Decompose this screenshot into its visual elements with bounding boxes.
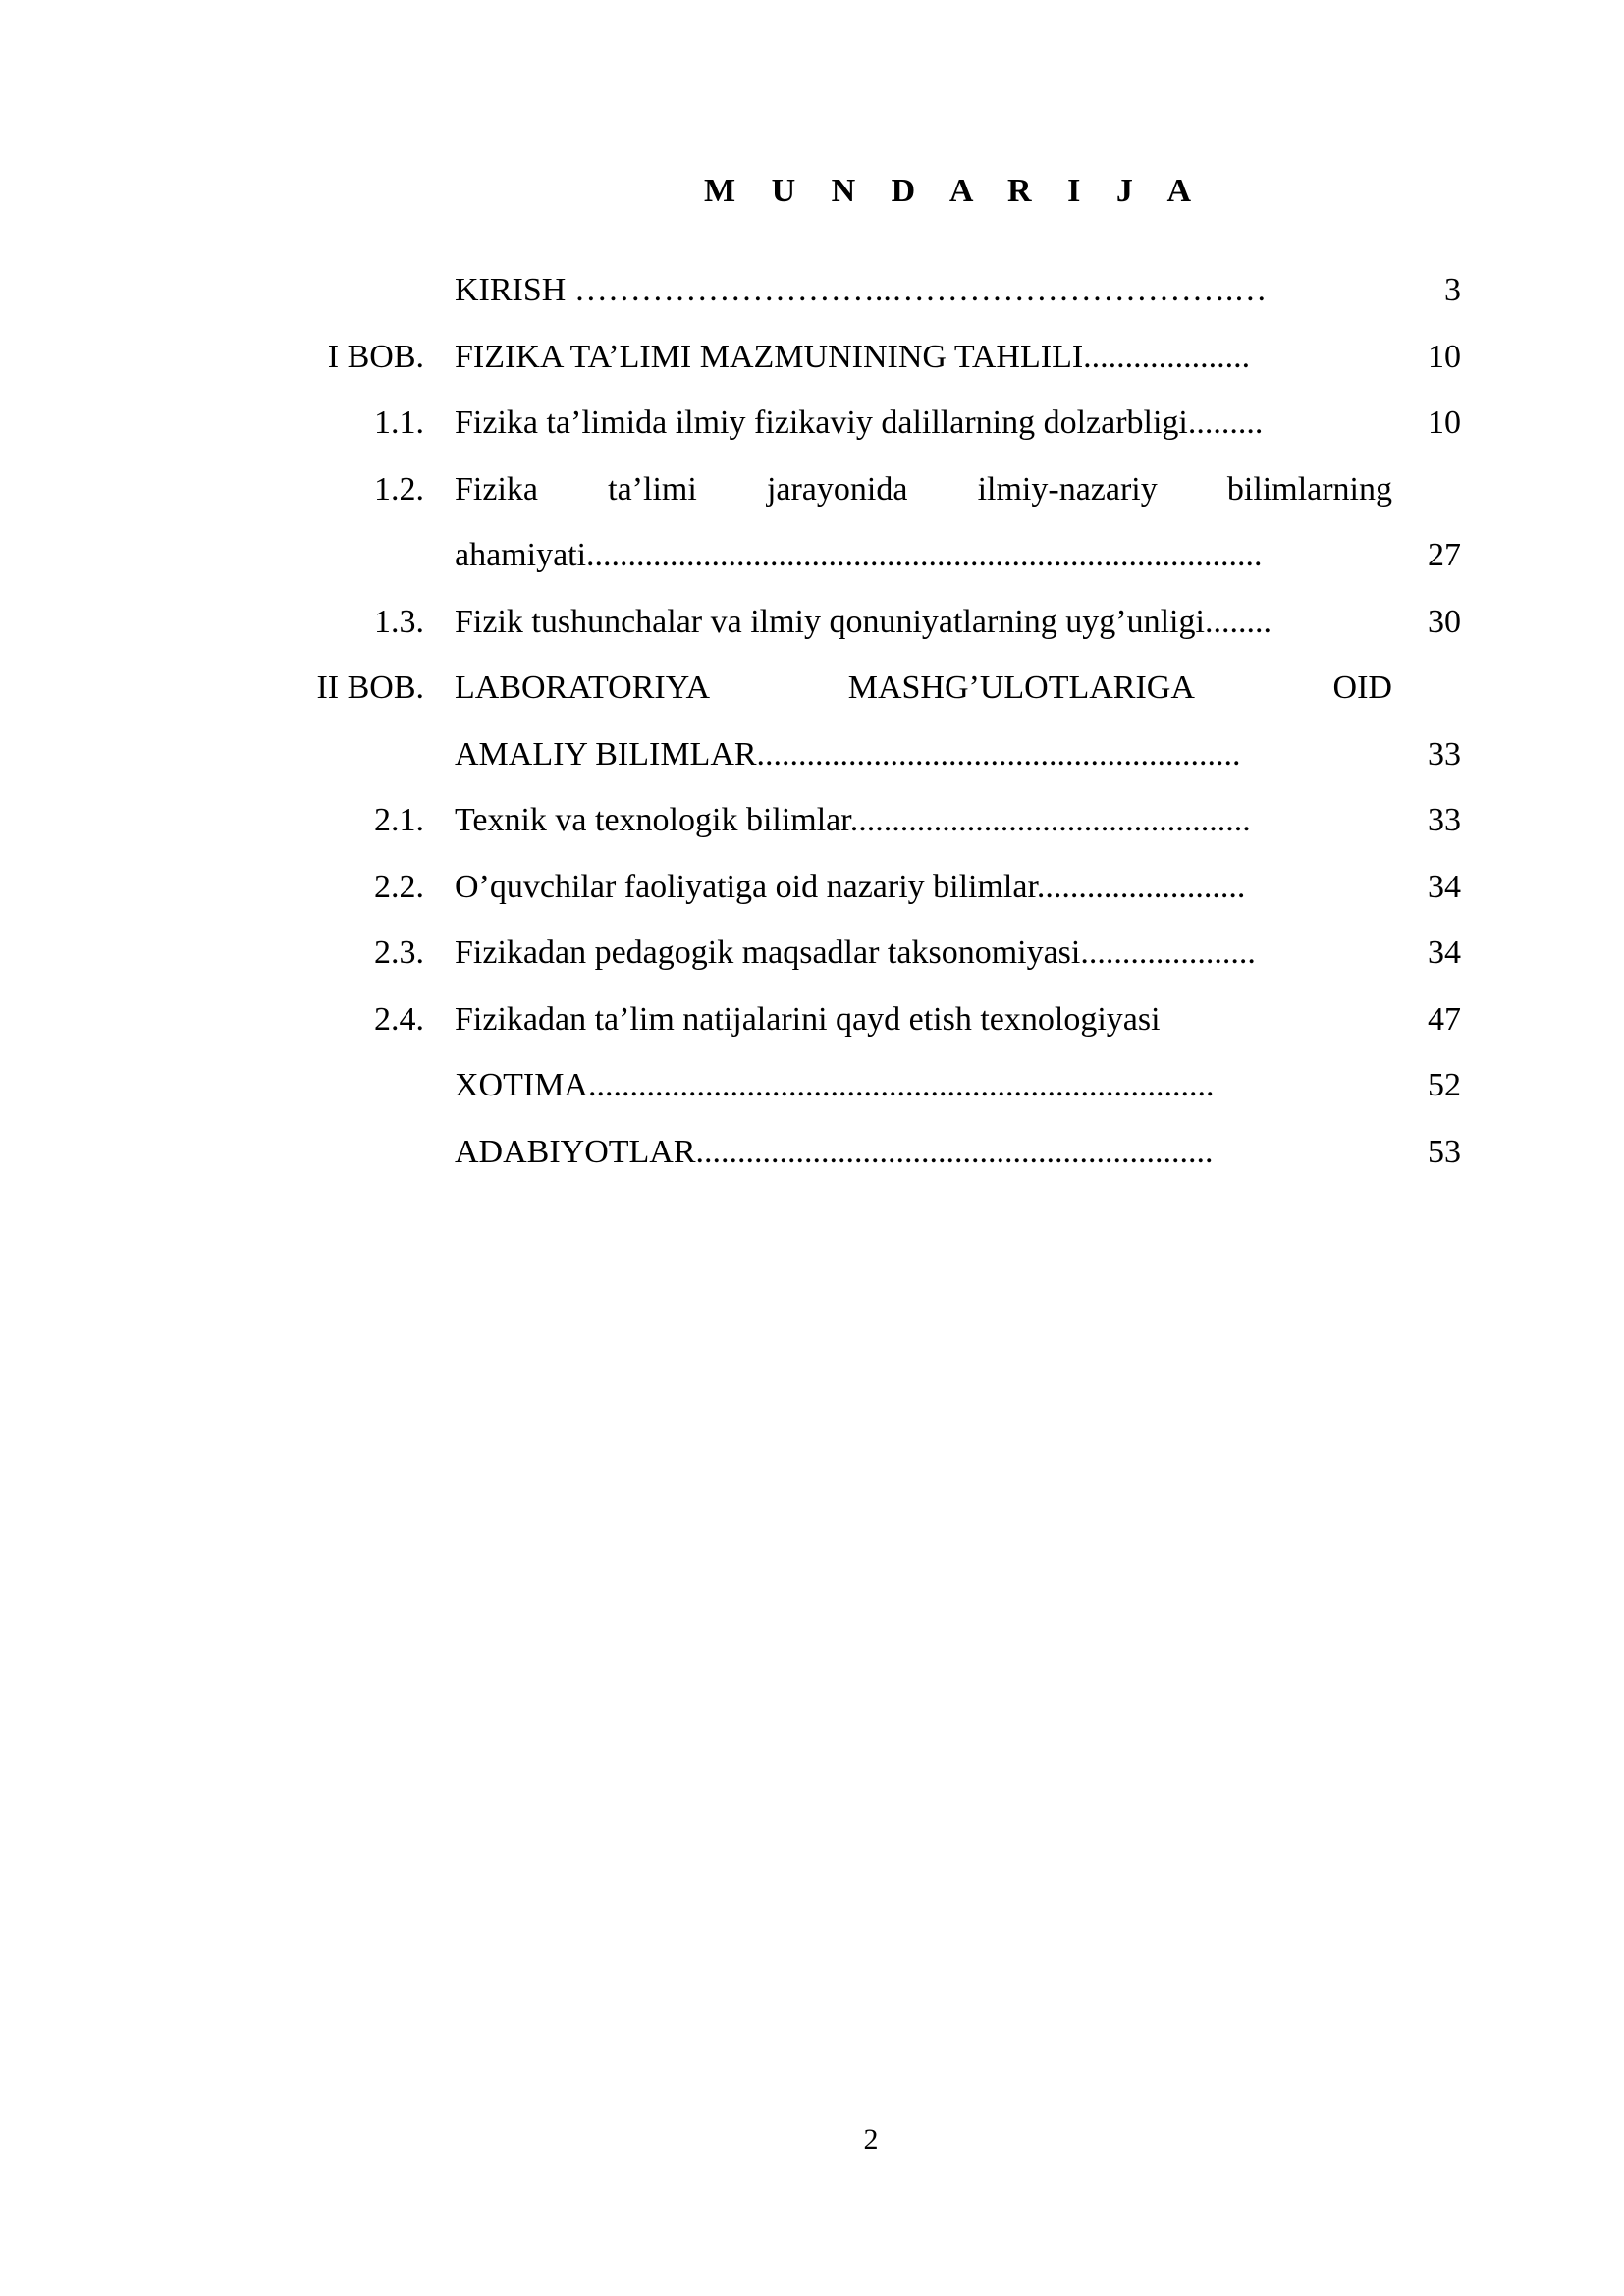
toc-row [275, 1052, 1473, 1119]
toc-entry-title: Fizikadan pedagogik maqsadlar taksonomiyasi..................... [455, 934, 1256, 971]
toc-entry-title: Fizik tushunchalar va ilmiy qonuniyatlarning uyg’unligi........ [455, 603, 1272, 640]
toc-entry-title: O’quvchilar faoliyatiga oid nazariy bilimlar......................... [455, 868, 1246, 905]
toc-entry-title: XOTIMA........................................................................... [455, 1067, 1215, 1103]
toc-entry-number: 2.2. [374, 868, 424, 905]
toc-entry-page: 47 [1428, 1000, 1461, 1038]
toc-entry-number: II BOB. [316, 669, 424, 706]
toc-row [275, 390, 1473, 456]
toc-row [275, 721, 1473, 788]
toc-entry-page: 27 [1428, 537, 1461, 573]
toc-row [275, 854, 1473, 921]
toc-row [275, 787, 1473, 854]
toc-entry-title: Texnik va texnologik bilimlar................................................ [455, 802, 1251, 838]
toc-entry-page: 30 [1428, 603, 1461, 640]
toc-entry-page: 33 [1428, 802, 1461, 838]
toc-row [275, 257, 1473, 324]
toc-entry-number: 2.1. [374, 802, 424, 838]
toc-entry-number: 2.4. [374, 1000, 424, 1038]
toc-entry-page: 10 [1428, 338, 1461, 375]
toc-entry-number: 1.1. [374, 404, 424, 441]
toc-entry-title: LABORATORIYA MASHG’ULOTLARIGA OID [455, 669, 1392, 706]
toc-entry-page: 34 [1428, 868, 1461, 905]
toc-row [275, 920, 1473, 987]
toc-entry-number: 2.3. [374, 934, 424, 971]
toc-row [275, 655, 1473, 721]
page-number: 2 [863, 2123, 879, 2156]
toc-entry-number: 1.3. [374, 603, 424, 640]
toc-entry-page: 34 [1428, 934, 1461, 971]
toc-row [275, 324, 1473, 391]
toc-entry-title: Fizikadan ta’lim natijalarini qayd etish texnologiyasi [455, 1000, 1161, 1038]
toc-entry-page: 52 [1428, 1067, 1461, 1103]
toc-row [275, 589, 1473, 656]
toc-entry-title: Fizika ta’limi jarayonida ilmiy-nazariy bilimlarning [455, 470, 1392, 507]
toc-entry-page: 33 [1428, 735, 1461, 773]
toc-row [275, 522, 1473, 589]
table-of-contents [275, 257, 1473, 1185]
toc-title: M U N D A R I J A [703, 173, 1206, 209]
toc-entry-title: ahamiyati................................................................................. [455, 537, 1263, 573]
toc-row [275, 987, 1473, 1053]
toc-row [275, 1119, 1473, 1186]
toc-entry-title: ADABIYOTLAR.............................................................. [455, 1133, 1214, 1170]
toc-row [275, 456, 1473, 523]
toc-entry-number: 1.2. [374, 470, 424, 507]
toc-entry-title: KIRISH ………………………..………………………….… [455, 272, 1268, 308]
toc-entry-number: I BOB. [327, 338, 424, 375]
toc-entry-page: 3 [1444, 272, 1461, 308]
toc-entry-page: 10 [1428, 404, 1461, 441]
toc-entry-title: AMALIY BILIMLAR.......................................................... [455, 735, 1241, 773]
toc-entry-title: Fizika ta’limida ilmiy fizikaviy dalillarning dolzarbligi......... [455, 404, 1264, 441]
toc-entry-title: FIZIKA TA’LIMI MAZMUNINING TAHLILI.................... [455, 338, 1251, 375]
toc-entry-page: 53 [1428, 1133, 1461, 1170]
